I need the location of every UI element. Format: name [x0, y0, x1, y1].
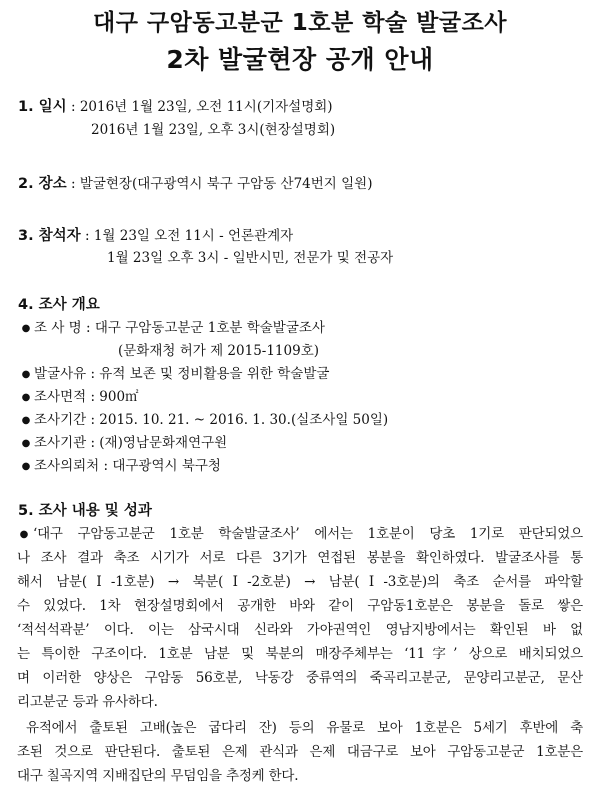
bullet-icon: ● [19, 529, 29, 540]
section-attendees [18, 227, 293, 245]
datetime-line-2: 2016년 1월 23일, 오후 3시(현장설명회) [91, 122, 336, 138]
results-paragraph-1-line: 나 조사 결과 축조 시기가 서로 다른 3기가 연접된 봉분을 확인하였다. 발굴조사를 통 [17, 550, 583, 566]
results-paragraph-1-line: ‘대구 구암동고분군 1호분 학술발굴조사’ 에서는 1호분이 당초 1기로 판단되었으 [33, 526, 583, 542]
section-place [18, 175, 372, 193]
section-colon: : [80, 228, 94, 244]
datetime-line-1: 2016년 1월 23일, 오전 11시(기자설명회) [79, 99, 333, 115]
bullet-icon: ● [21, 461, 31, 472]
results-paragraph-2-line: 대구 칠곡지역 지배집단의 무덤임을 추정케 한다. [17, 768, 299, 784]
overview-item-area: ● 조사면적 : 900㎡ [18, 388, 139, 407]
section-heading: 3. 참석자 [18, 228, 81, 244]
results-paragraph-1-line: 리고분군 등과 유사하다. [17, 694, 158, 710]
bullet-icon: ● [21, 438, 31, 449]
section-colon: : [66, 176, 80, 192]
section-heading: 2. 장소 [18, 176, 67, 192]
overview-item-name: ● 조 사 명 : 대구 구암동고분군 1호분 학술발굴조사 [18, 319, 325, 338]
results-paragraph-1-line: 수 있었다. 1차 현장설명회에서 공개한 바와 같이 구암동1호분은 봉분을 돌로 쌓은 [17, 598, 583, 614]
overview-item-reason: ● 발굴사유 : 유적 보존 및 정비활용을 위한 학술발굴 [18, 365, 329, 384]
section-results-heading: 5. 조사 내용 및 성과 [18, 503, 152, 519]
bullet-icon: ● [21, 392, 31, 403]
document-title: 대구 구암동고분군 1호분 학술 발굴조사 [92, 10, 508, 36]
place-text: 발굴현장(대구광역시 북구 구암동 산74번지 일원) [79, 176, 373, 192]
bullet-icon: ● [21, 323, 31, 334]
section-overview-heading: 4. 조사 개요 [18, 297, 100, 313]
bullet-icon: ● [21, 369, 31, 380]
section-datetime [18, 98, 333, 116]
attendees-line-2: 1월 23일 오후 3시 - 일반시민, 전문가 및 전공자 [107, 250, 394, 266]
overview-item-client: ● 조사의뢰처 : 대구광역시 북구청 [18, 457, 221, 476]
results-paragraph-2-line: 유적에서 출토된 고배(높은 굽다리 잔) 등의 유물로 보아 1호분은 5세기 후반에 축 [26, 720, 583, 736]
overview-item-period: ● 조사기간 : 2015. 10. 21. ~ 2016. 1. 30.(실조사일 50일) [18, 411, 388, 430]
results-paragraph-1-line: 는 특이한 구조이다. 1호분 남분 및 북분의 매장주체부는 ‘11字’ 상으로 배치되었으 [17, 646, 583, 662]
overview-item-institution: ● 조사기관 : (재)영남문화재연구원 [18, 434, 227, 453]
results-paragraph-1-line: ‘적석석곽분’ 이다. 이는 삼국시대 신라와 가야권역인 영남지방에서는 확인된 바 없 [17, 622, 583, 638]
results-paragraph-1-line: 해서 남분(Ⅰ-1호분) → 북분(Ⅰ-2호분) → 남분(Ⅰ-3호분)의 축조 순서를 파악할 [17, 574, 583, 590]
attendees-line-1: 1월 23일 오전 11시 - 언론관계자 [93, 228, 294, 244]
section-colon: : [66, 99, 80, 115]
document-subtitle: 2차 발굴현장 공개 안내 [166, 45, 434, 74]
section-heading: 1. 일시 [18, 99, 67, 115]
bullet-icon: ● [21, 415, 31, 426]
results-paragraph-2-line: 조된 것으로 판단된다. 출토된 은제 관식과 은제 대금구로 보아 구암동고분군 1호분은 [17, 744, 583, 760]
overview-item-permit: (문화재청 허가 제 2015-1109호) [118, 343, 320, 359]
results-paragraph-1-line: 며 이러한 양상은 구암동 56호분, 낙동강 중류역의 죽곡리고분군, 문양리고분군, 문산 [17, 670, 583, 686]
